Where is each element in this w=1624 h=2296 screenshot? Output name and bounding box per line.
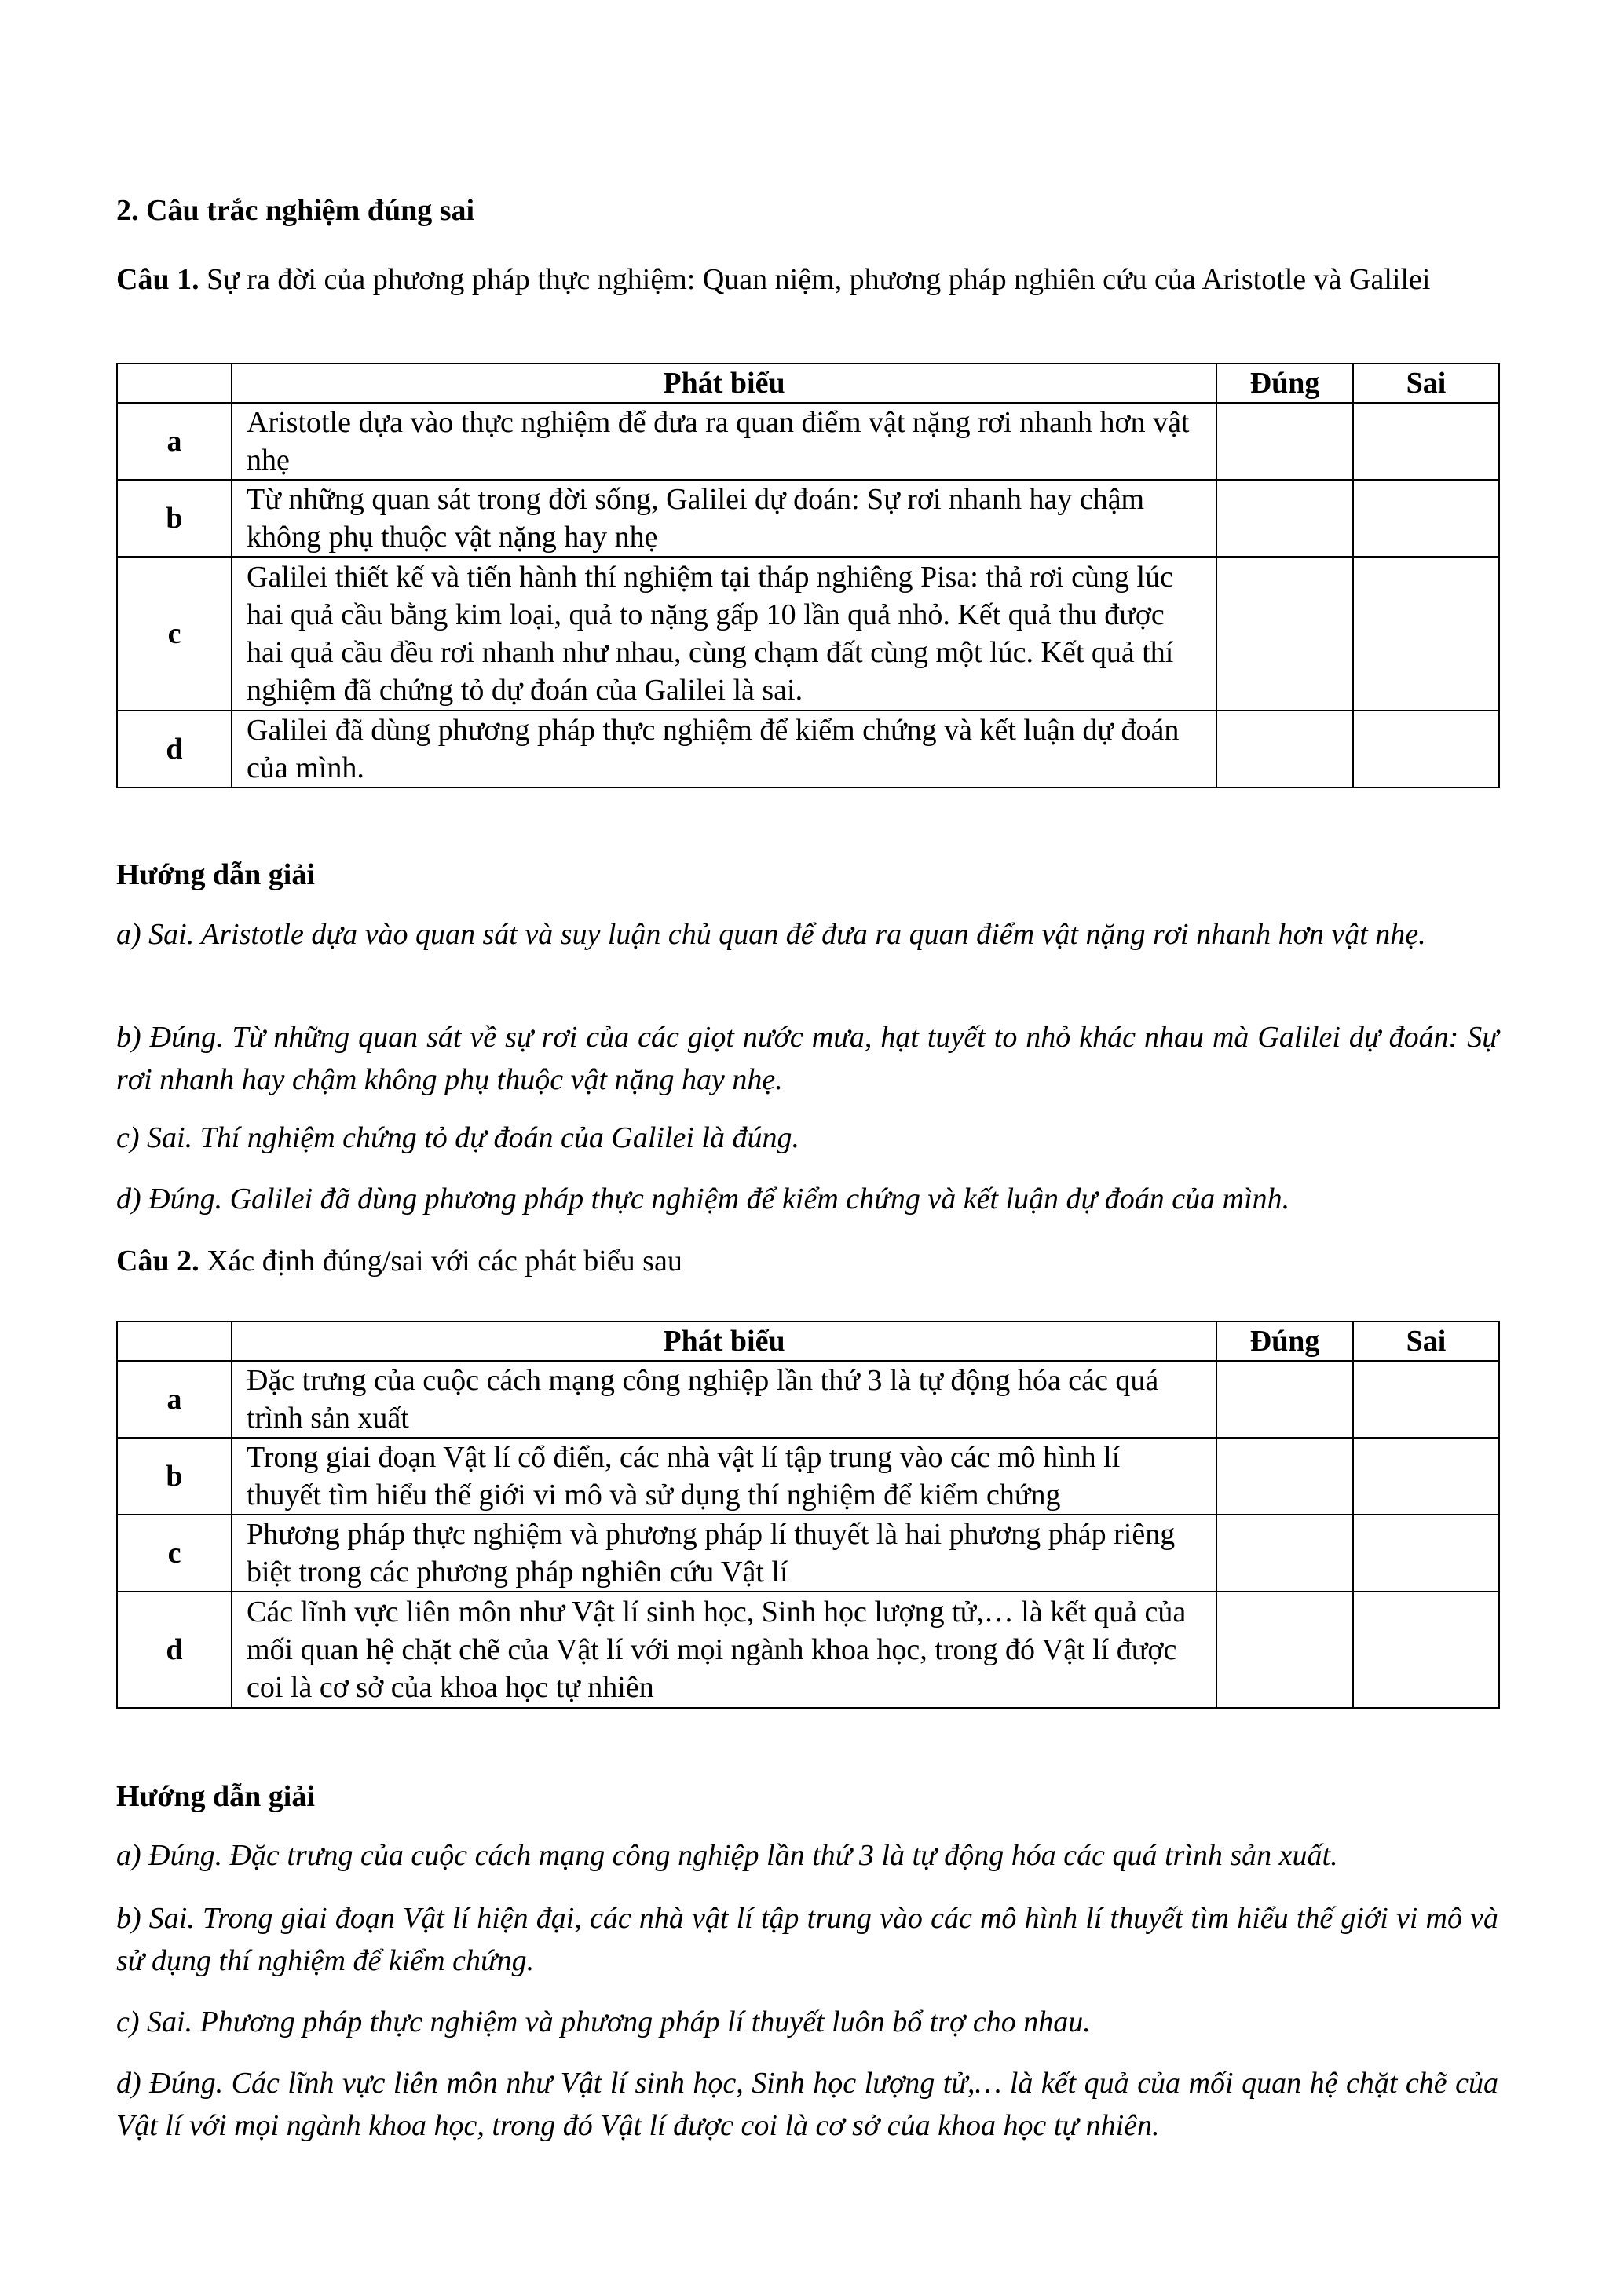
q2-answer-a bbox=[116, 1834, 1498, 1877]
section-title: 2. Câu trắc nghiệm đúng sai bbox=[116, 194, 475, 227]
question-1-table-wrap bbox=[116, 363, 1498, 788]
table-row bbox=[117, 1515, 1499, 1592]
answer-text: b) Đúng. Từ những quan sát về sự rơi của các giọt nước mưa, hạt tuyết to nhỏ khác nhau mà Galilei dự đoán: Sự rơi nhanh hay chậm không phụ thuộc vật nặng hay nhẹ. bbox=[116, 1021, 1498, 1096]
guide-title: Hướng dẫn giải bbox=[116, 858, 315, 891]
false-cell[interactable] bbox=[1353, 403, 1499, 480]
answer-text: d) Đúng. Galilei đã dùng phương pháp thực nghiệm để kiểm chứng và kết luận dự đoán của mình. bbox=[116, 1183, 1290, 1216]
header-empty bbox=[117, 364, 232, 403]
true-cell[interactable] bbox=[1216, 403, 1353, 480]
row-label: b bbox=[117, 1438, 232, 1515]
table-header-row bbox=[117, 1322, 1499, 1361]
question-1-label: Câu 1. bbox=[116, 263, 199, 296]
row-label: b bbox=[117, 480, 232, 557]
false-cell[interactable] bbox=[1353, 1592, 1499, 1708]
header-true: Đúng bbox=[1216, 1322, 1353, 1361]
row-label: d bbox=[117, 711, 232, 788]
answer-text: a) Đúng. Đặc trưng của cuộc cách mạng công nghiệp lần thứ 3 là tự động hóa các quá trình sản xuất. bbox=[116, 1839, 1338, 1872]
row-statement: Các lĩnh vực liên môn như Vật lí sinh học, Sinh học lượng tử,… là kết quả của mối quan hệ chặt chẽ của Vật lí với mọi ngành khoa học, trong đó Vật lí được coi là cơ sở của khoa học tự nhiên bbox=[232, 1592, 1216, 1708]
table-row bbox=[117, 1361, 1499, 1438]
row-statement: Galilei đã dùng phương pháp thực nghiệm để kiểm chứng và kết luận dự đoán của mình. bbox=[232, 711, 1216, 788]
answer-text: d) Đúng. Các lĩnh vực liên môn như Vật lí sinh học, Sinh học lượng tử,… là kết quả của mối quan hệ chặt chẽ của Vật lí với mọi ngành khoa học, trong đó Vật lí được coi là cơ sở của khoa học tự nhiên. bbox=[116, 2067, 1498, 2142]
row-label: c bbox=[117, 557, 232, 711]
question-2-table bbox=[116, 1321, 1500, 1709]
table-row bbox=[117, 711, 1499, 788]
question-2-table-wrap bbox=[116, 1321, 1498, 1709]
row-statement: Trong giai đoạn Vật lí cổ điển, các nhà vật lí tập trung vào các mô hình lí thuyết tìm hiểu thế giới vi mô và sử dụng thí nghiệm để kiểm chứng bbox=[232, 1438, 1216, 1515]
question-2-title bbox=[116, 1241, 1498, 1281]
false-cell[interactable] bbox=[1353, 711, 1499, 788]
q2-answer-b bbox=[116, 1897, 1498, 1982]
header-statement: Phát biểu bbox=[232, 1322, 1216, 1361]
header-false: Sai bbox=[1353, 1322, 1499, 1361]
row-label: d bbox=[117, 1592, 232, 1708]
q2-answer-d bbox=[116, 2062, 1498, 2147]
question-2-label: Câu 2. bbox=[116, 1245, 199, 1278]
table-row bbox=[117, 403, 1499, 480]
question-2-text: Xác định đúng/sai với các phát biểu sau bbox=[199, 1245, 682, 1278]
row-statement: Từ những quan sát trong đời sống, Galilei dự đoán: Sự rơi nhanh hay chậm không phụ thuộc vật nặng hay nhẹ bbox=[232, 480, 1216, 557]
header-empty bbox=[117, 1322, 232, 1361]
table-row bbox=[117, 480, 1499, 557]
table-row bbox=[117, 1592, 1499, 1708]
question-1-title bbox=[116, 259, 1498, 300]
row-statement: Đặc trưng của cuộc cách mạng công nghiệp lần thứ 3 là tự động hóa các quá trình sản xuất bbox=[232, 1361, 1216, 1438]
header-statement: Phát biểu bbox=[232, 364, 1216, 403]
row-label: c bbox=[117, 1515, 232, 1592]
true-cell[interactable] bbox=[1216, 557, 1353, 711]
question-1 bbox=[116, 259, 1498, 300]
true-cell[interactable] bbox=[1216, 711, 1353, 788]
false-cell[interactable] bbox=[1353, 1361, 1499, 1438]
row-label: a bbox=[117, 403, 232, 480]
question-2 bbox=[116, 1241, 1498, 1281]
false-cell[interactable] bbox=[1353, 1515, 1499, 1592]
false-cell[interactable] bbox=[1353, 557, 1499, 711]
header-false: Sai bbox=[1353, 364, 1499, 403]
answer-text: c) Sai. Thí nghiệm chứng tỏ dự đoán của Galilei là đúng. bbox=[116, 1121, 799, 1154]
table-header-row bbox=[117, 364, 1499, 403]
answer-text: c) Sai. Phương pháp thực nghiệm và phương pháp lí thuyết luôn bổ trợ cho nhau. bbox=[116, 2005, 1091, 2038]
false-cell[interactable] bbox=[1353, 480, 1499, 557]
q1-answer-c bbox=[116, 1117, 1498, 1159]
table-row bbox=[117, 1438, 1499, 1515]
header-true: Đúng bbox=[1216, 364, 1353, 403]
q1-answer-a bbox=[116, 913, 1498, 956]
false-cell[interactable] bbox=[1353, 1438, 1499, 1515]
true-cell[interactable] bbox=[1216, 1438, 1353, 1515]
true-cell[interactable] bbox=[1216, 480, 1353, 557]
table-row bbox=[117, 557, 1499, 711]
question-1-text: Sự ra đời của phương pháp thực nghiệm: Quan niệm, phương pháp nghiên cứu của Aristotle và Galilei bbox=[199, 263, 1431, 296]
guide-title: Hướng dẫn giải bbox=[116, 1780, 315, 1813]
true-cell[interactable] bbox=[1216, 1515, 1353, 1592]
row-statement: Aristotle dựa vào thực nghiệm để đưa ra quan điểm vật nặng rơi nhanh hơn vật nhẹ bbox=[232, 403, 1216, 480]
question-1-table bbox=[116, 363, 1500, 788]
q2-answer-c bbox=[116, 2001, 1498, 2043]
q1-answer-b bbox=[116, 1016, 1498, 1101]
q1-answer-d bbox=[116, 1178, 1498, 1220]
true-cell[interactable] bbox=[1216, 1361, 1353, 1438]
question-2-guide bbox=[116, 1776, 1498, 1817]
row-statement: Galilei thiết kế và tiến hành thí nghiệm tại tháp nghiêng Pisa: thả rơi cùng lúc hai quả cầu bằng kim loại, quả to nặng gấp 10 lần quả nhỏ. Kết quả thu được hai quả cầu đều rơi nhanh như nhau, cùng chạm đất cùng một lúc. Kết quả thí nghiệm đã chứng tỏ dự đoán của Galilei là sai. bbox=[232, 557, 1216, 711]
answer-text: b) Sai. Trong giai đoạn Vật lí hiện đại, các nhà vật lí tập trung vào các mô hình lí thuyết tìm hiểu thế giới vi mô và sử dụng thí nghiệm để kiểm chứng. bbox=[116, 1902, 1498, 1977]
row-label: a bbox=[117, 1361, 232, 1438]
true-cell[interactable] bbox=[1216, 1592, 1353, 1708]
question-1-guide bbox=[116, 854, 1498, 895]
answer-text: a) Sai. Aristotle dựa vào quan sát và suy luận chủ quan để đưa ra quan điểm vật nặng rơi nhanh hơn vật nhẹ. bbox=[116, 918, 1426, 951]
row-statement: Phương pháp thực nghiệm và phương pháp lí thuyết là hai phương pháp riêng biệt trong các phương pháp nghiên cứu Vật lí bbox=[232, 1515, 1216, 1592]
